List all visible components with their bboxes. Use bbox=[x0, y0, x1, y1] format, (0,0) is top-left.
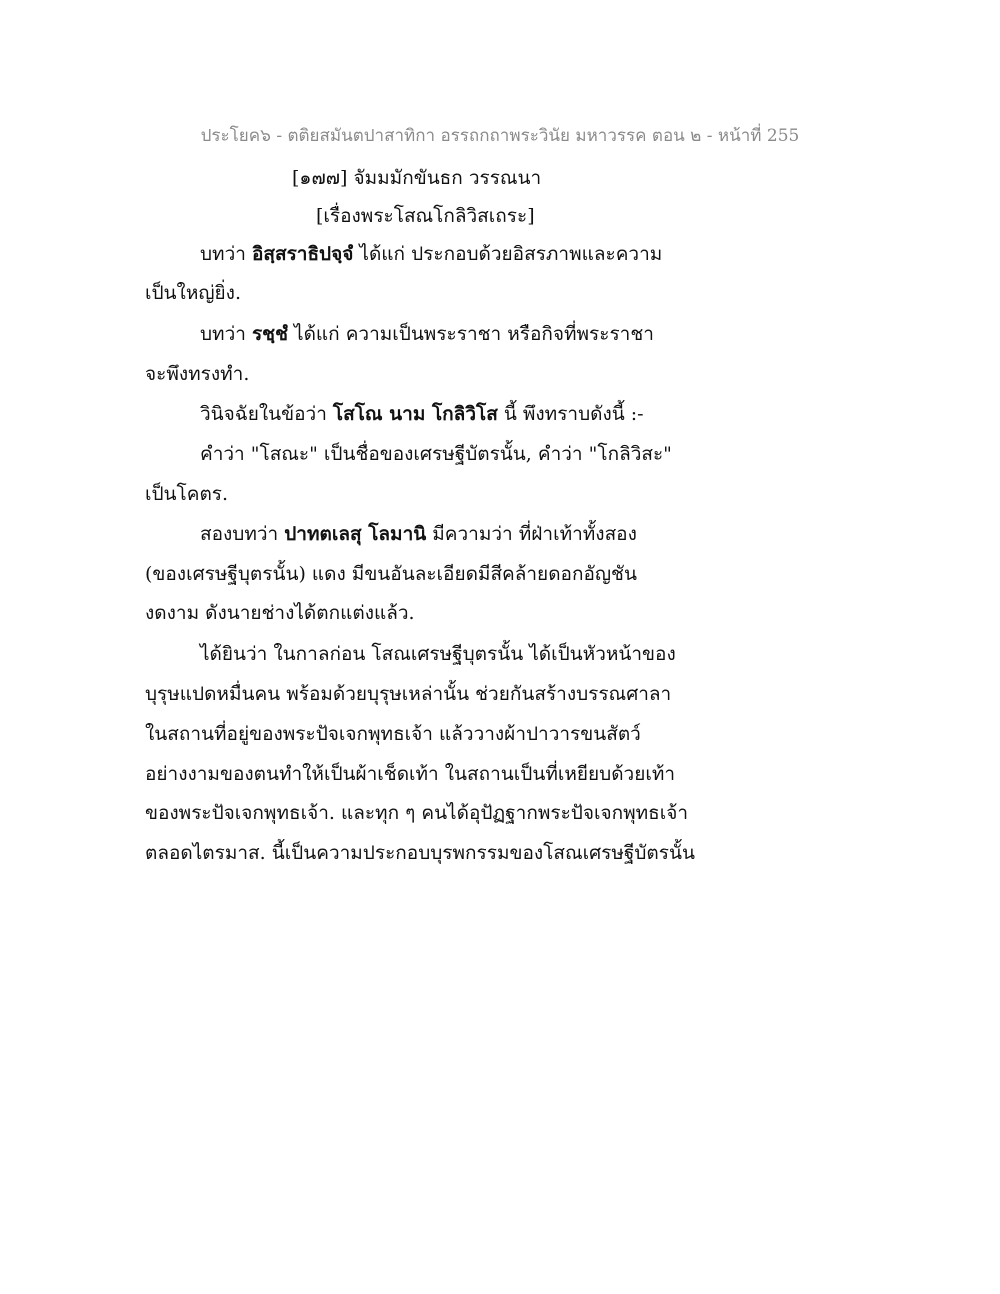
section-heading: [๑๗๗] จัมมมักขันธก วรรณนา bbox=[292, 167, 542, 189]
paragraph-4-line-1: คำว่า "โสณะ" เป็นชื่อของเศรษฐีบัตรนั้น, คำว่า "โกลิวิสะ" bbox=[200, 443, 672, 465]
text-run: บทว่า bbox=[200, 323, 252, 345]
paragraph-3-line-1 bbox=[200, 401, 644, 427]
text-run: ได้แก่ ประกอบด้วยอิสรภาพและความ bbox=[353, 243, 663, 265]
paragraph-6-line-5: ของพระปัจเจกพุทธเจ้า. และทุก ๆ คนได้อุปัฏฐากพระปัจเจกพุทธเจ้า bbox=[145, 802, 689, 824]
pali-term: อิสฺสราธิปจฺจํ bbox=[251, 243, 354, 265]
paragraph-4-line-2: เป็นโคตร. bbox=[145, 483, 229, 505]
paragraph-2-line-1 bbox=[200, 321, 654, 347]
paragraph-6-line-3: ในสถานที่อยู่ของพระปัจเจกพุทธเจ้า แล้ววางผ้าปาวารขนสัตว์ bbox=[145, 723, 641, 745]
paragraph-5-line-2: (ของเศรษฐีบุตรนั้น) แดง มีขนอันละเอียดมีสีคล้ายดอกอัญชัน bbox=[145, 563, 637, 585]
running-header: ประโยค๖ - ตติยสมันตปาสาทิกา อรรถกถาพระวินัย มหาวรรค ตอน ๒ - หน้าที่ 255 bbox=[200, 126, 800, 146]
text-run: มีความว่า ที่ฝ่าเท้าทั้งสอง bbox=[426, 523, 637, 545]
pali-term: โสโณ นาม โกลิวิโส bbox=[332, 403, 498, 425]
text-run: นี้ พึงทราบดังนี้ :- bbox=[497, 403, 644, 425]
paragraph-1-line-2: เป็นใหญ่ยิ่ง. bbox=[145, 282, 241, 304]
text-run: วินิจฉัยในข้อว่า bbox=[200, 403, 333, 425]
section-subheading: [เรื่องพระโสณโกลิวิสเถระ] bbox=[316, 205, 535, 227]
pali-term: รชฺชํ bbox=[251, 323, 288, 345]
paragraph-1-line-1 bbox=[200, 241, 662, 267]
text-run: สองบทว่า bbox=[200, 523, 285, 545]
paragraph-5-line-1 bbox=[200, 521, 637, 547]
pali-term: ปาทตเลสุ โลมานิ bbox=[284, 523, 427, 545]
paragraph-6-line-1: ได้ยินว่า ในกาลก่อน โสณเศรษฐีบุตรนั้น ได้เป็นหัวหน้าของ bbox=[200, 643, 676, 665]
paragraph-2-line-2: จะพึงทรงทำ. bbox=[145, 363, 250, 385]
paragraph-6-line-6: ตลอดไตรมาส. นี้เป็นความประกอบบุรพกรรมของโสณเศรษฐีบัตรนั้น bbox=[145, 842, 695, 864]
paragraph-5-line-3: งดงาม ดังนายช่างได้ตกแต่งแล้ว. bbox=[145, 602, 415, 624]
text-run: บทว่า bbox=[200, 243, 252, 265]
paragraph-6-line-2: บุรุษแปดหมื่นคน พร้อมด้วยบุรุษเหล่านั้น ช่วยกันสร้างบรรณศาลา bbox=[145, 683, 672, 705]
paragraph-6-line-4: อย่างงามของตนทำให้เป็นผ้าเช็ดเท้า ในสถานเป็นที่เหยียบด้วยเท้า bbox=[145, 763, 676, 785]
text-run: ได้แก่ ความเป็นพระราชา หรือกิจที่พระราชา bbox=[287, 323, 654, 345]
